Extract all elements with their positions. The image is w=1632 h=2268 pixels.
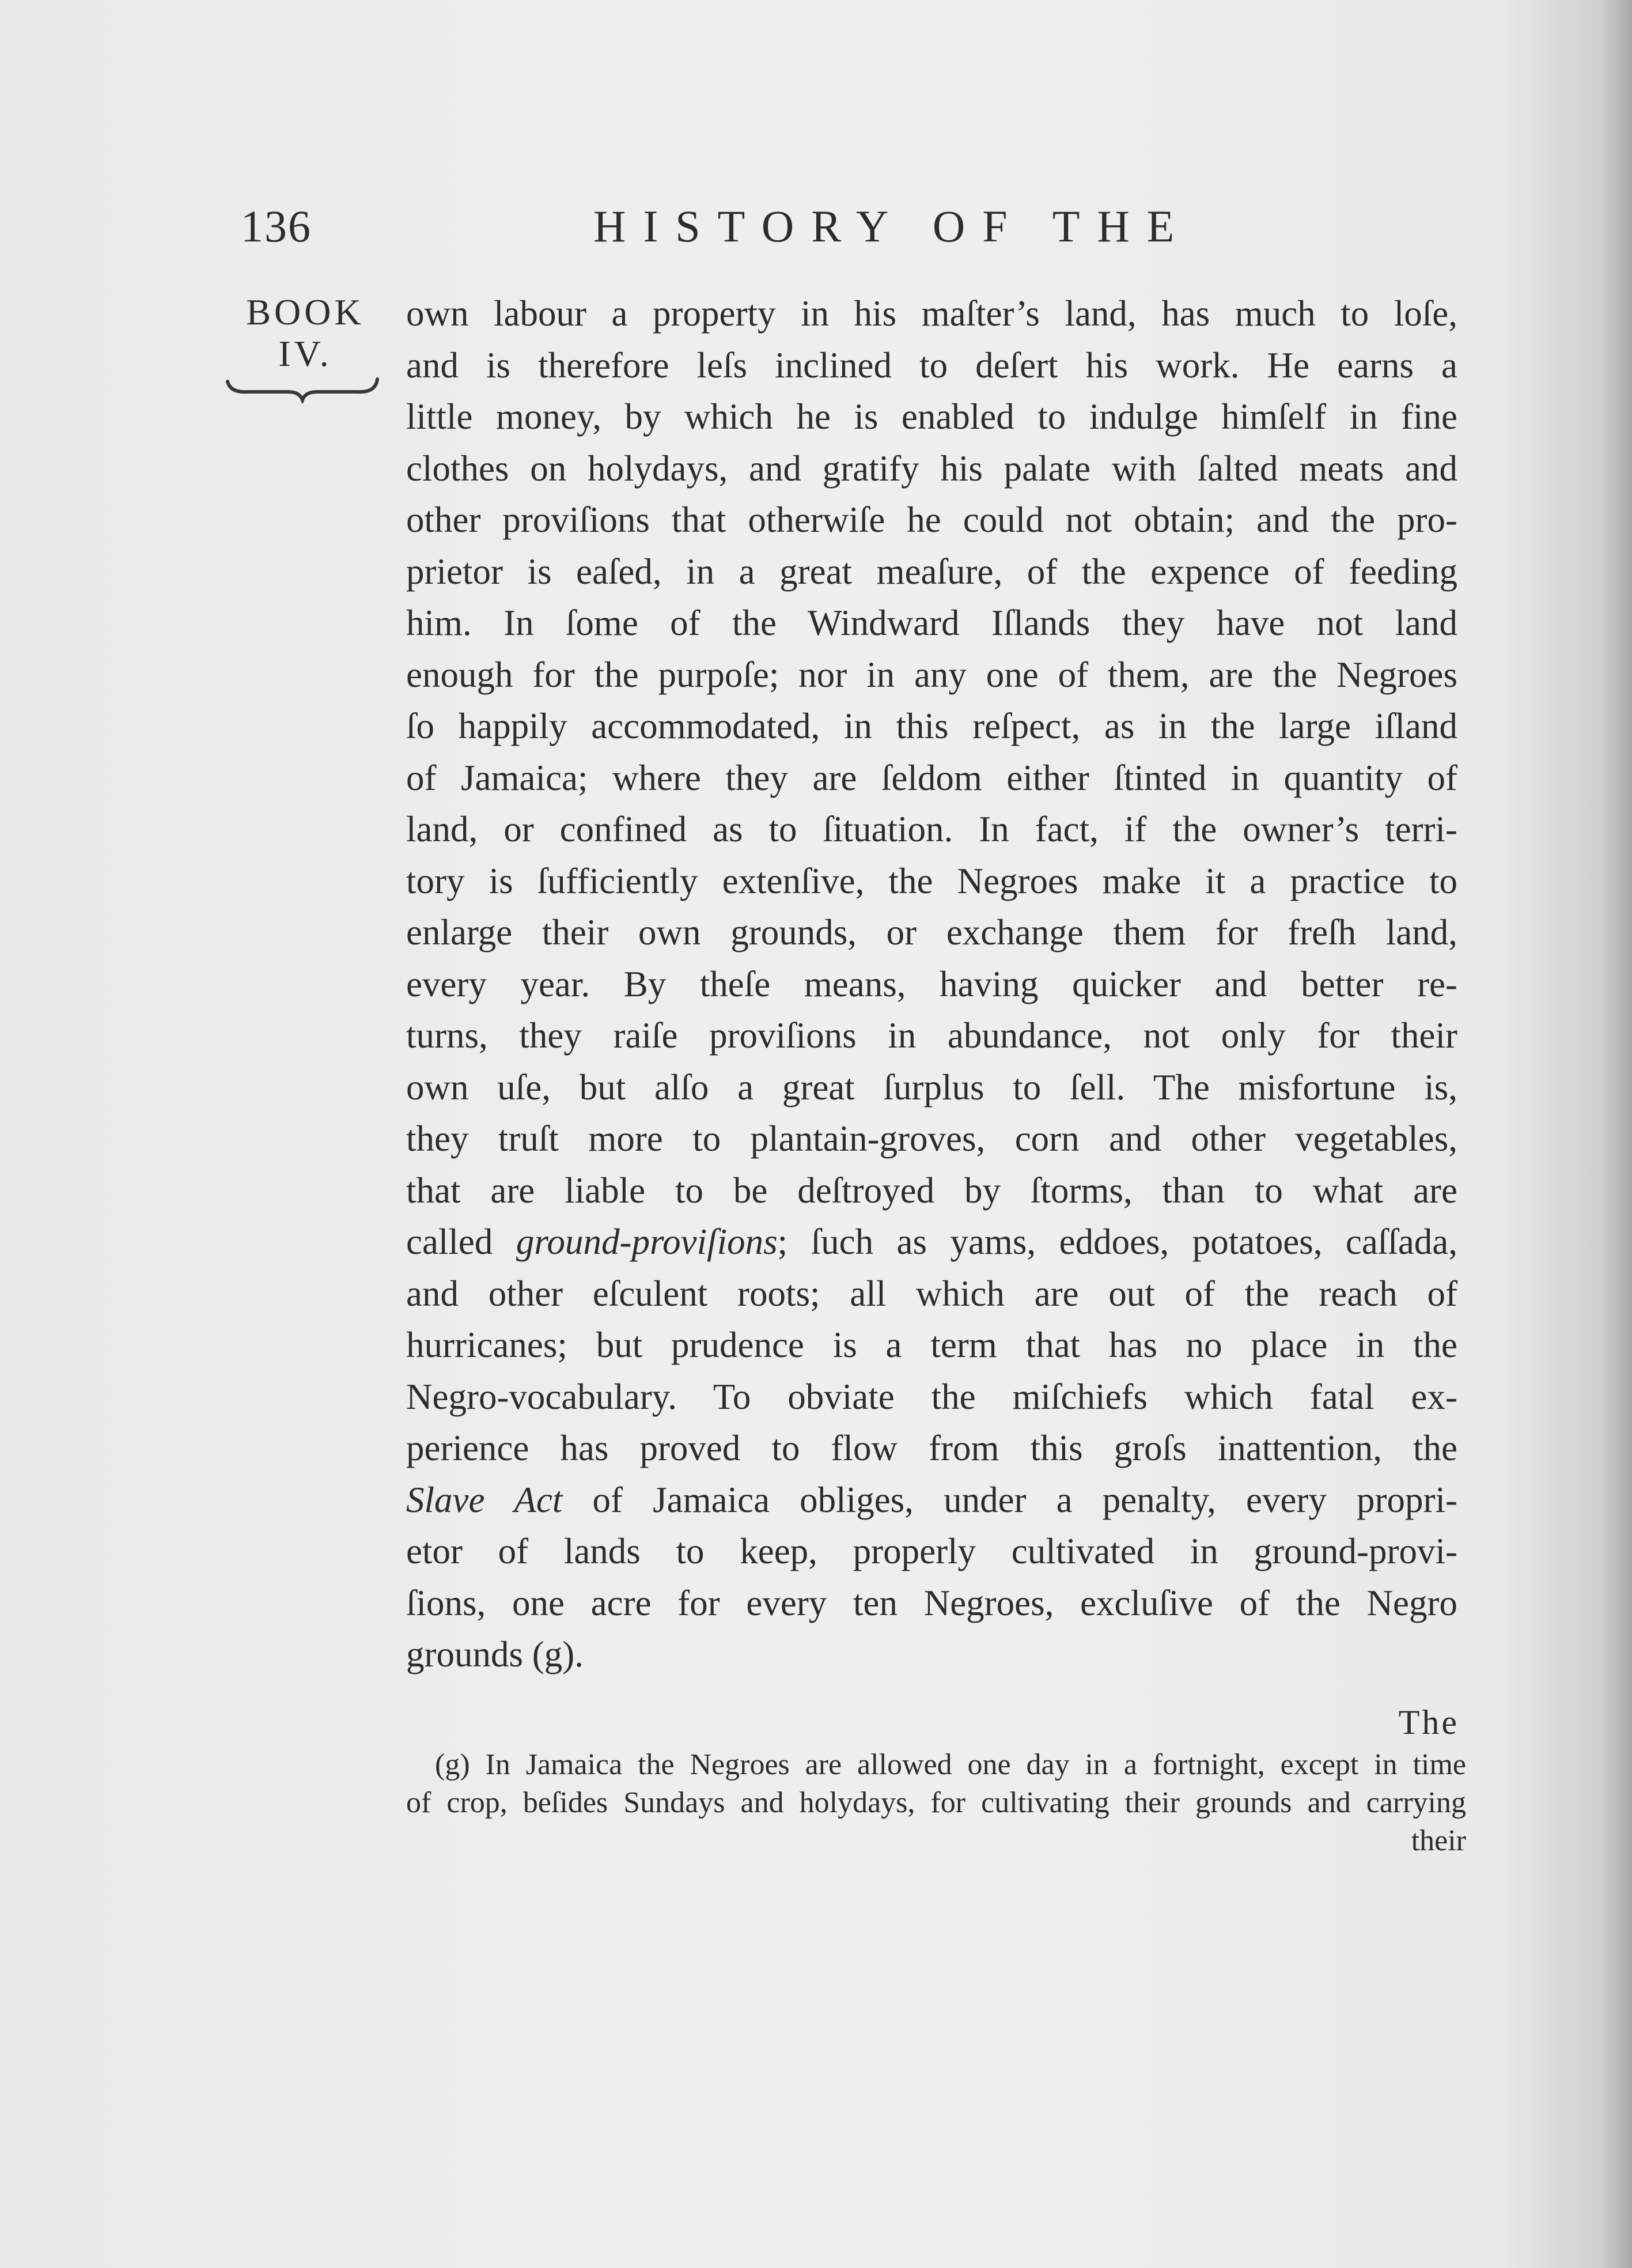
text-line: own labour a property in his maſter’s land, has much to loſe, — [406, 293, 1457, 334]
footnote-line: of crop, beſides Sundays and holydays, for cultivating their grounds and carrying — [406, 1786, 1466, 1819]
catchword: The — [1398, 1703, 1459, 1741]
text-line: etor of lands to keep, properly cultivated in ground-provi- — [406, 1531, 1457, 1571]
body-text — [406, 288, 1457, 1681]
text-line: enlarge their own grounds, or exchange them for freſh land, — [406, 912, 1457, 952]
text-line: and is therefore leſs inclined to deſert his work. He earns a — [406, 345, 1457, 385]
page-number: 136 — [241, 201, 312, 251]
text-line: they truſt more to plantain-groves, corn and other vegetables, — [406, 1118, 1457, 1159]
text-line: own uſe, but alſo a great ſurplus to ſell. The misfortune is, — [406, 1067, 1457, 1107]
text-line: clothes on holydays, and gratify his palate with ſalted meats and — [406, 448, 1457, 489]
text-line: hurricanes; but prudence is a term that has no place in the — [406, 1325, 1457, 1365]
text-line: that are liable to be deſtroyed by ſtorms, than to what are — [406, 1170, 1457, 1211]
margin-volume-label: IV. — [278, 333, 332, 374]
text-line: other proviſions that otherwiſe he could not obtain; and the pro- — [406, 500, 1457, 540]
text-line: ſions, one acre for every ten Negroes, excluſive of the Negro — [406, 1582, 1457, 1623]
footnote-catchword: their — [1411, 1824, 1466, 1857]
text-line-final: grounds (g). — [406, 1634, 584, 1674]
footnote — [406, 1746, 1466, 1860]
text-line: prietor is eaſed, in a great meaſure, of the expence of feeding — [406, 551, 1457, 592]
text-line: tory is ſufficiently extenſive, the Negroes make it a practice to — [406, 860, 1457, 901]
text-line: Negro-vocabulary. To obviate the miſchiefs which fatal ex- — [406, 1376, 1457, 1417]
text-line-with-italic — [406, 1475, 1457, 1526]
margin-book-label: BOOK — [246, 292, 365, 332]
text-segment: of Jamaica obliges, under a penalty, every propri- — [562, 1479, 1457, 1520]
text-line: of Jamaica; where they are ſeldom either ſtinted in quantity of — [406, 757, 1457, 798]
footnote-line: (g) In Jamaica the Negroes are allowed one day in a fortnight, except in time — [435, 1748, 1466, 1781]
text-line: him. In ſome of the Windward Iſlands they have not land — [406, 603, 1457, 643]
italic-term-slave-act: Slave Act — [406, 1479, 563, 1520]
text-line: ſo happily accommodated, in this reſpect, as in the large iſland — [406, 706, 1457, 746]
text-segment: ; ſuch as yams, eddoes, potatoes, caſſada, — [777, 1222, 1457, 1262]
text-line: little money, by which he is enabled to indulge himſelf in fine — [406, 396, 1457, 437]
text-line: perience has proved to flow from this groſs inattention, the — [406, 1428, 1457, 1468]
text-segment: called — [406, 1222, 516, 1262]
text-line: enough for the purpoſe; nor in any one of them, are the Negroes — [406, 654, 1457, 695]
margin-brace-ornament — [225, 375, 380, 403]
italic-term-ground-provisions: ground-proviſions — [516, 1222, 778, 1262]
running-head: HISTORY OF THE — [593, 201, 1192, 251]
text-line-with-italic — [406, 1216, 1457, 1268]
text-line: and other eſculent roots; all which are out of the reach of — [406, 1273, 1457, 1314]
text-line: every year. By theſe means, having quicker and better re- — [406, 963, 1457, 1004]
text-line: turns, they raiſe proviſions in abundance, not only for their — [406, 1015, 1457, 1056]
text-line: land, or confined as to ſituation. In fact, if the owner’s terri- — [406, 809, 1457, 849]
margin-note — [230, 292, 380, 375]
